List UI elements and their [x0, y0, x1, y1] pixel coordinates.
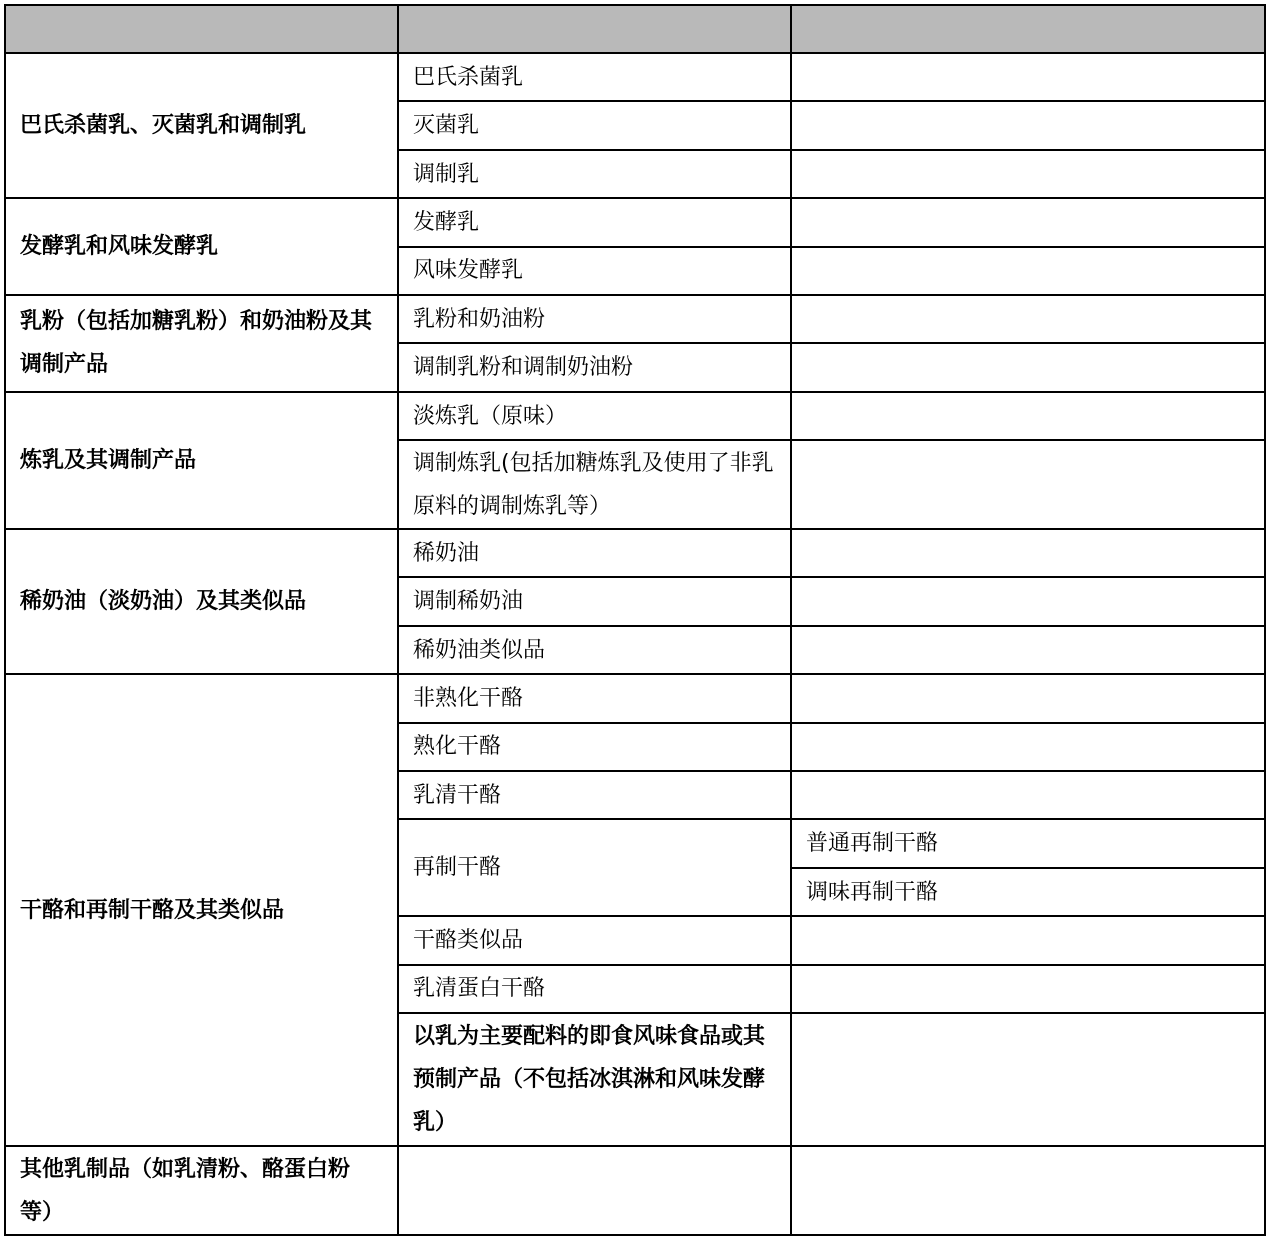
subcategory-cell: 稀奶油 [398, 529, 791, 577]
category-cell: 巴氏杀菌乳、灭菌乳和调制乳 [5, 53, 398, 198]
subcategory-cell: 调制乳 [398, 150, 791, 198]
detail-cell [791, 626, 1265, 674]
detail-cell [791, 295, 1265, 343]
header-cell-3 [791, 5, 1265, 53]
subcategory-cell: 非熟化干酪 [398, 674, 791, 722]
header-cell-1 [5, 5, 398, 53]
table-row [5, 198, 1265, 246]
detail-cell [791, 916, 1265, 964]
table-row [5, 529, 1265, 577]
subcategory-cell: 调制炼乳(包括加糖炼乳及使用了非乳原料的调制炼乳等） [398, 440, 791, 529]
detail-cell [791, 529, 1265, 577]
category-cell: 乳粉（包括加糖乳粉）和奶油粉及其调制产品 [5, 295, 398, 392]
subcategory-cell: 调制稀奶油 [398, 577, 791, 625]
subcategory-cell [791, 1013, 1265, 1146]
header-cell-2 [398, 5, 791, 53]
detail-cell [791, 198, 1265, 246]
subcategory-cell: 灭菌乳 [398, 101, 791, 149]
category-cell: 其他乳制品（如乳清粉、酪蛋白粉等） [5, 1146, 398, 1235]
subcategory-cell: 巴氏杀菌乳 [398, 53, 791, 101]
subcategory-cell: 乳清干酪 [398, 771, 791, 819]
category-cell: 炼乳及其调制产品 [5, 392, 398, 529]
detail-cell [791, 150, 1265, 198]
subcategory-cell: 调制乳粉和调制奶油粉 [398, 343, 791, 391]
table-row [5, 392, 1265, 440]
category-cell: 稀奶油（淡奶油）及其类似品 [5, 529, 398, 674]
subcategory-cell: 发酵乳 [398, 198, 791, 246]
detail-cell [791, 440, 1265, 529]
table-row [5, 53, 1265, 101]
detail-cell: 普通再制干酪 [791, 819, 1265, 867]
dairy-category-table [4, 4, 1266, 1236]
header-row [5, 5, 1265, 53]
detail-cell [791, 965, 1265, 1013]
subcategory-cell: 淡炼乳（原味） [398, 392, 791, 440]
detail-cell [791, 771, 1265, 819]
subcategory-cell: 风味发酵乳 [398, 247, 791, 295]
detail-cell [791, 101, 1265, 149]
detail-cell: 调味再制干酪 [791, 868, 1265, 916]
detail-cell [791, 392, 1265, 440]
detail-cell [791, 53, 1265, 101]
category-cell: 干酪和再制干酪及其类似品 [5, 674, 398, 1146]
category-cell: 发酵乳和风味发酵乳 [5, 198, 398, 295]
table-row [5, 674, 1265, 722]
subcategory-cell: 再制干酪 [398, 819, 791, 916]
subcategory-cell: 稀奶油类似品 [398, 626, 791, 674]
detail-cell [791, 1146, 1265, 1235]
subcategory-cell: 乳清蛋白干酪 [398, 965, 791, 1013]
detail-cell [791, 674, 1265, 722]
table-row [5, 1146, 1265, 1235]
subcategory-cell [398, 1146, 791, 1235]
detail-cell [791, 577, 1265, 625]
subcategory-cell: 干酪类似品 [398, 916, 791, 964]
detail-cell [791, 247, 1265, 295]
subcategory-cell: 熟化干酪 [398, 723, 791, 771]
category-cell: 以乳为主要配料的即食风味食品或其预制产品（不包括冰淇淋和风味发酵乳） [398, 1013, 791, 1146]
table-row [5, 295, 1265, 343]
detail-cell [791, 343, 1265, 391]
detail-cell [791, 723, 1265, 771]
subcategory-cell: 乳粉和奶油粉 [398, 295, 791, 343]
